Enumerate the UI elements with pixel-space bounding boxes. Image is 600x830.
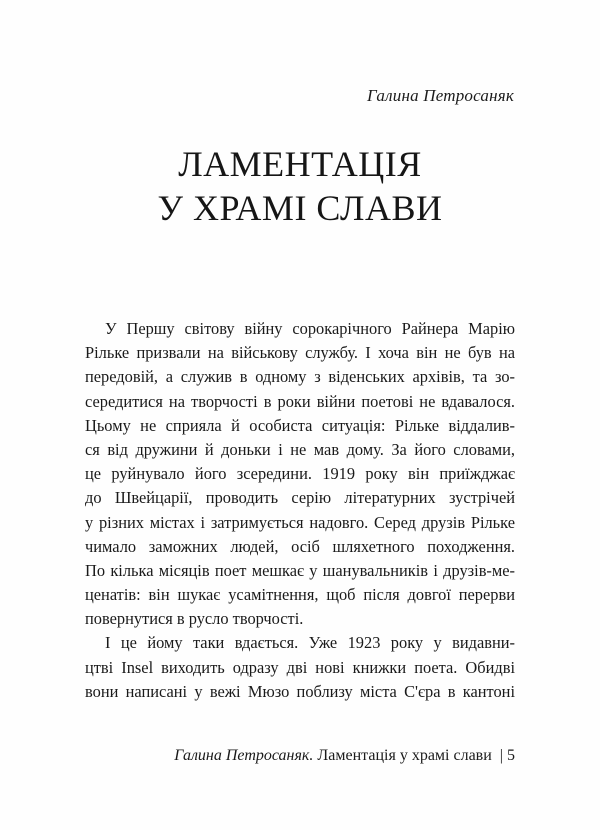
body-text: [85, 317, 515, 704]
footer-separator: |: [499, 747, 503, 764]
footer-author: Галина Петросаняк.: [174, 747, 314, 764]
running-header-author: Галина Петросаняк: [366, 86, 514, 105]
chapter-title: [0, 142, 600, 230]
text-line: до Швейцарії, проводить серію літературних зустрічей: [85, 488, 515, 508]
text-line: цтві Insel виходить одразу дві нові книжки поета. Обидві: [85, 657, 515, 677]
text-line: повернутися в русло творчості.: [85, 609, 304, 629]
text-line: У Першу світову війну сорокарічного Райнера Марію: [105, 319, 515, 338]
text-line: у різних містах і затримується надовго. Серед друзів Рільке: [85, 512, 515, 532]
running-footer: [174, 747, 515, 765]
text-line: ценатів: він шукає усамітнення, щоб після довгої перерви: [85, 585, 515, 605]
text-line: По кілька місяців поет мешкає у шанувальників і друзів-ме-: [85, 560, 515, 580]
page-number: 5: [507, 747, 515, 764]
text-line: вони написані у вежі Мюзо поблизу міста С'єра в кантоні: [85, 681, 515, 701]
text-line: це руйнувало його зсередини. 1919 року він приїжджає: [85, 464, 515, 484]
text-line: передовій, а служив в одному з віденських архівів, та зо-: [85, 367, 515, 387]
text-line: І це йому таки вдається. Уже 1923 року у видавни-: [105, 633, 515, 653]
text-line: Цьому не сприяла й особиста ситуація: Рільке віддалив-: [85, 415, 515, 435]
text-line: чимало заможних людей, осіб шляхетного походження.: [85, 536, 515, 556]
chapter-title-line-1: ЛАМЕНТАЦІЯ: [178, 144, 422, 184]
text-line: середитися на творчості в роки війни поетові не вдавалося.: [85, 391, 515, 411]
text-line: ся від дружини й доньки і не мав дому. За його словами,: [85, 439, 515, 459]
text-line: Рільке призвали на військову службу. І хоча він не був на: [85, 343, 515, 363]
chapter-title-line-2: У ХРАМІ СЛАВИ: [157, 188, 443, 228]
footer-title: Ламентація у храмі слави: [317, 747, 492, 764]
